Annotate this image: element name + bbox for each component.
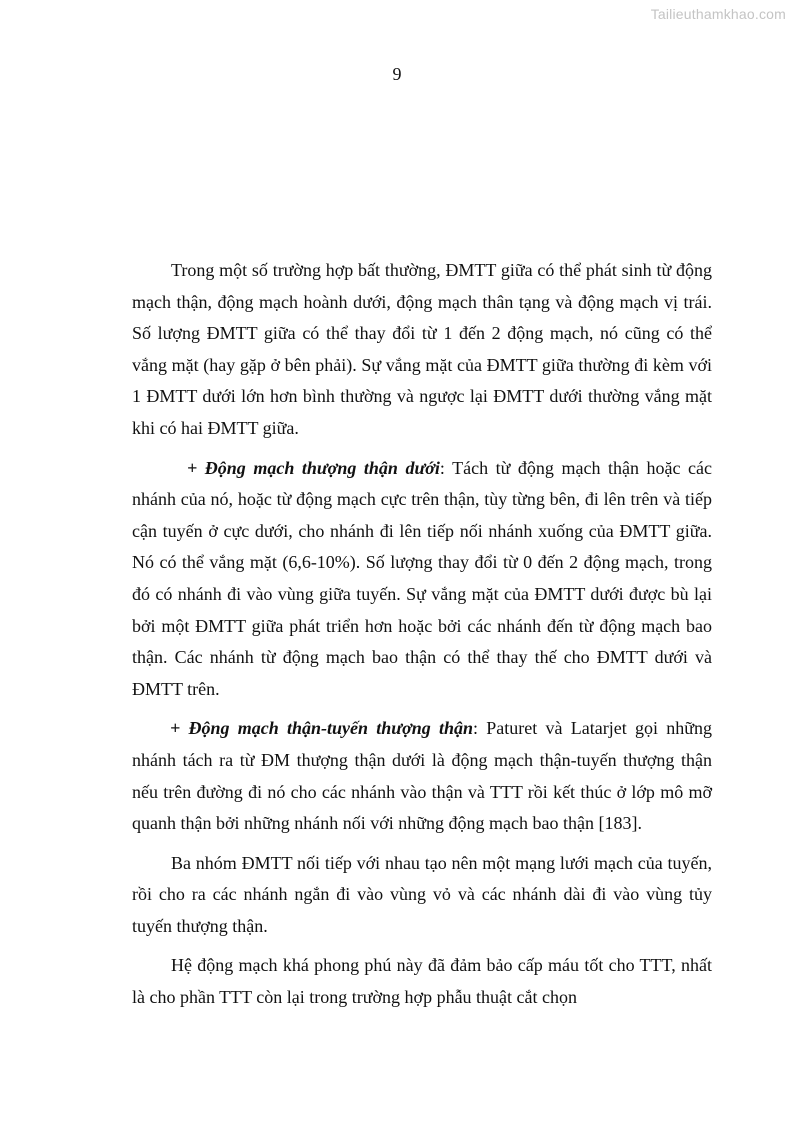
- paragraph-2: [132, 453, 712, 706]
- paragraph-5: [132, 950, 712, 1013]
- paragraph-1-text: Trong một số trường hợp bất thường, ĐMTT giữa có thể phát sinh từ động mạch thận, động mạch hoành dưới, động mạch thân tạng và động mạch vị trái. Số lượng ĐMTT giữa có thể thay đổi từ 1 đến 2 động mạch, nó cũng có thể vắng mặt (hay gặp ở bên phải). Sự vắng mặt của ĐMTT giữa thường đi kèm với 1 ĐMTT dưới lớn hơn bình thường và ngược lại ĐMTT dưới thường vắng mặt khi có hai ĐMTT giữa.: [132, 260, 712, 438]
- paragraph-3-text: : Paturet và Latarjet gọi những nhánh tách ra từ ĐM thượng thận dưới là động mạch thận-tuyến thượng thận nếu trên đường đi nó cho các nhánh vào thận và TTT rồi kết thúc ở lớp mô mỡ quanh thận bởi những nhánh nối với những động mạch bao thận [183].: [132, 718, 712, 834]
- page-number: 9: [392, 64, 402, 84]
- paragraph-4: [132, 848, 712, 943]
- paragraph-4-text: Ba nhóm ĐMTT nối tiếp với nhau tạo nên một mạng lưới mạch của tuyến, rồi cho ra các nhánh ngắn đi vào vùng vỏ và các nhánh dài đi vào vùng tủy tuyến thượng thận.: [132, 852, 712, 936]
- document-body: [132, 255, 712, 1022]
- watermark-text: Tailieuthamkhao.com: [650, 6, 786, 22]
- paragraph-3: [132, 713, 712, 839]
- paragraph-2-heading: + Động mạch thượng thận dưới: [187, 457, 440, 478]
- paragraph-5-text: Hệ động mạch khá phong phú này đã đảm bảo cấp máu tốt cho TTT, nhất là cho phần TTT còn lại trong trường hợp phẫu thuật cắt chọn: [132, 955, 712, 1008]
- paragraph-2-text: : Tách từ động mạch thận hoặc các nhánh của nó, hoặc từ động mạch cực trên thận, tùy từng bên, đi lên trên và tiếp cận tuyến ở cực dưới, cho nhánh đi lên tiếp nối nhánh xuống của ĐMTT giữa. Nó có thể vắng mặt (6,6-10%). Số lượng thay đổi từ 0 đến 2 động mạch, trong đó có nhánh đi vào vùng giữa tuyến. Sự vắng mặt của ĐMTT dưới được bù lại bởi một ĐMTT giữa phát triển hơn hoặc bởi các nhánh đến từ động mạch bao thận. Các nhánh từ động mạch bao thận có thể thay thế cho ĐMTT dưới và ĐMTT trên.: [132, 457, 713, 699]
- paragraph-3-heading: + Động mạch thận-tuyến thượng thận: [170, 718, 474, 739]
- paragraph-1: [132, 255, 712, 445]
